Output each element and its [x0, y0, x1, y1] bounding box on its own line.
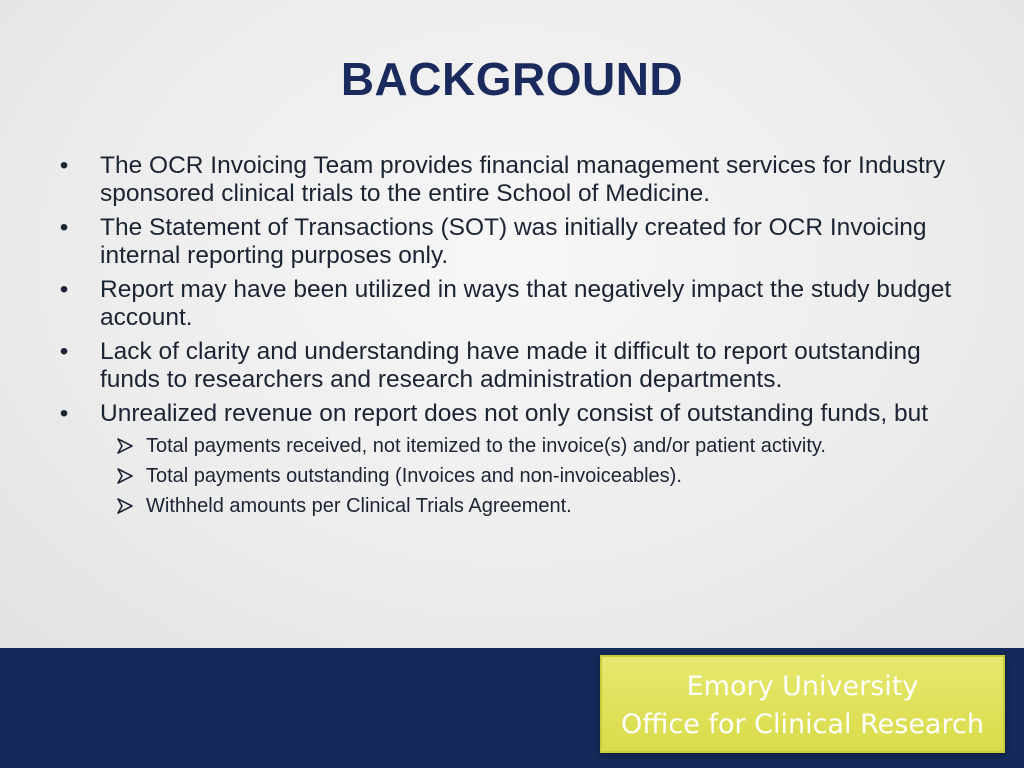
organization-badge	[600, 655, 1005, 753]
sub-bullet-text: Withheld amounts per Clinical Trials Agreement.	[146, 495, 572, 517]
bullet-item	[56, 338, 976, 394]
bullet-item	[56, 276, 976, 332]
slide-title: BACKGROUND	[340, 53, 684, 105]
sub-bullet-item	[56, 464, 976, 488]
bullet-item	[56, 214, 976, 270]
arrowhead-bullet-icon	[116, 438, 134, 454]
sub-bullet-text: Total payments outstanding (Invoices and non-invoiceables).	[146, 465, 682, 487]
sub-bullet-item	[56, 494, 976, 518]
bullet-item	[56, 400, 976, 428]
arrowhead-bullet-icon	[116, 498, 134, 514]
bullet-marker: •	[59, 400, 69, 427]
bullet-marker: •	[59, 276, 69, 303]
office-name: Office for Clinical Research	[621, 709, 984, 740]
sub-bullet-text: Total payments received, not itemized to the invoice(s) and/or patient activity.	[146, 435, 826, 457]
bullet-marker: •	[59, 214, 69, 241]
arrowhead-bullet-icon	[116, 468, 134, 484]
bullet-list	[56, 152, 976, 524]
sub-bullet-item	[56, 434, 976, 458]
bullet-text: The Statement of Transactions (SOT) was initially created for OCR Invoicing internal reporting purposes only.	[100, 214, 927, 269]
bullet-text: Lack of clarity and understanding have made it difficult to report outstanding funds to researchers and research administration departments.	[100, 338, 921, 393]
bullet-text: Report may have been utilized in ways that negatively impact the study budget account.	[100, 276, 952, 331]
bullet-text: Unrealized revenue on report does not only consist of outstanding funds, but	[100, 400, 929, 427]
bullet-text: The OCR Invoicing Team provides financial management services for Industry sponsored clinical trials to the entire School of Medicine.	[100, 152, 946, 207]
organization-name: Emory University	[686, 671, 919, 702]
bullet-item	[56, 152, 976, 208]
bullet-marker: •	[59, 152, 69, 179]
bullet-marker: •	[59, 338, 69, 365]
